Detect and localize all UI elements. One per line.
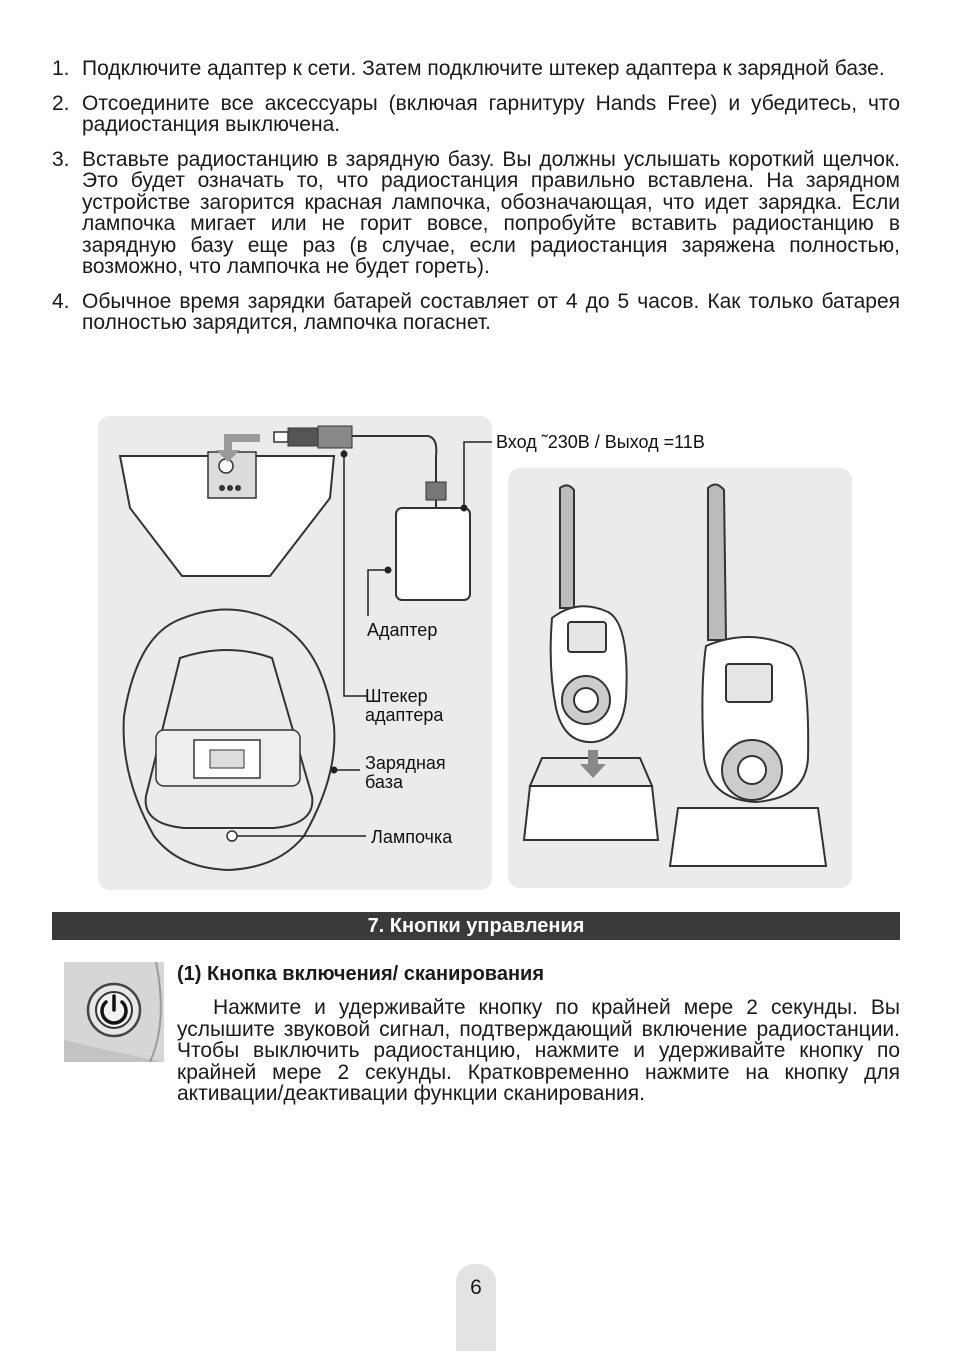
charging-steps bbox=[52, 58, 900, 347]
step-text: Вставьте радиостанцию в зарядную базу. Вы должны услышать короткий щелчок. Это будет означать то, что радиостанция правильно вставлена. На зарядном устройстве загорится красная лампочка, обозначающая, что идет зарядка. Если лампочка мигает или не горит вовсе, попробуйте вставить радиостанцию в зарядную базу еще раз (в случае, если радиостанция заряжена полностью, возможно, что лампочка не будет гореть). bbox=[82, 147, 900, 278]
step-number: 1. bbox=[52, 57, 70, 80]
radios-in-charger-illustration bbox=[508, 468, 852, 888]
section-title: 7. Кнопки управления bbox=[52, 912, 900, 940]
plug-label-line2: адаптера bbox=[365, 705, 444, 725]
step-number: 2. bbox=[52, 91, 70, 115]
input-output-label: Вход ˜230В / Выход =11В bbox=[496, 432, 705, 452]
step-item bbox=[52, 58, 900, 80]
step-item bbox=[52, 291, 900, 334]
step-number: 3. bbox=[52, 147, 70, 171]
adapter-label: Адаптер bbox=[367, 620, 438, 640]
power-icon bbox=[64, 962, 164, 1062]
power-button-heading: (1) Кнопка включения/ сканирования bbox=[177, 963, 545, 985]
plug-label: Штекер bbox=[365, 686, 428, 706]
step-text: Подключите адаптер к сети. Затем подключите штекер адаптера к зарядной базе. bbox=[82, 57, 885, 80]
base-label-line2: база bbox=[365, 772, 403, 792]
step-text: Отсоедините все аксессуары (включая гарнитуру Hands Free) и убедитесь, что радиостанция выключена. bbox=[82, 91, 900, 136]
power-button-description: Нажмите и удерживайте кнопку по крайней мере 2 секунды. Вы услышите звуковой сигнал, подтверждающий включение радиостанции. Чтобы выключить радиостанцию, нажмите и удерживайте кнопку по крайней мере 2 секунды. Кратковременно нажмите на кнопку для активации/деактивации функции сканирования. bbox=[177, 996, 900, 1106]
lamp-label: Лампочка bbox=[371, 827, 453, 847]
base-label: Зарядная bbox=[365, 753, 446, 773]
page-number: 6 bbox=[470, 1276, 482, 1299]
charger-illustration bbox=[98, 416, 492, 890]
step-number: 4. bbox=[52, 289, 70, 313]
step-text: Обычное время зарядки батарей составляет от 4 до 5 часов. Как только батарея полностью зарядится, лампочка погаснет. bbox=[82, 289, 900, 334]
step-item bbox=[52, 93, 900, 136]
step-item bbox=[52, 149, 900, 278]
